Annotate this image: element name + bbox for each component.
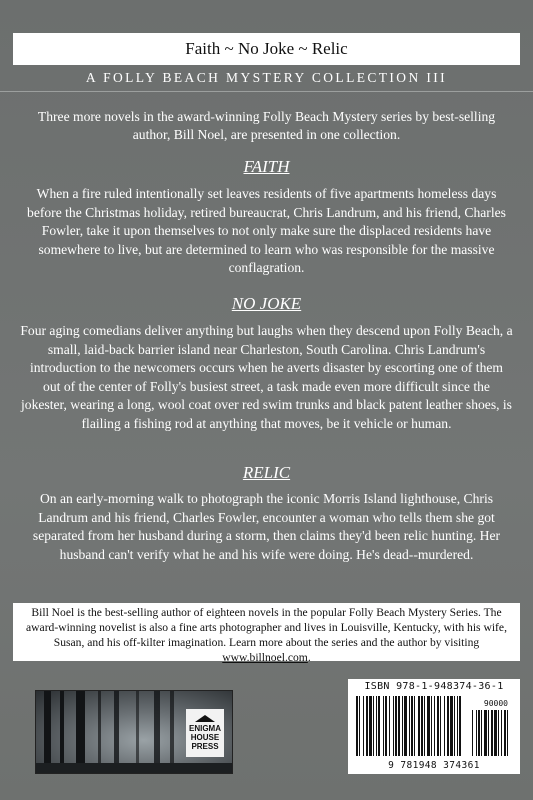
barcode-bar (454, 696, 455, 756)
barcode-bar (359, 696, 360, 756)
barcode-bar (504, 710, 506, 756)
barcode-bar (427, 696, 430, 756)
barcode-bar (383, 696, 384, 756)
tree-silhouette (44, 691, 51, 773)
barcode-bar (398, 696, 400, 756)
barcode-bar (411, 696, 413, 756)
barcode-bar (414, 696, 415, 756)
section-body-faith: When a fire ruled intentionally set leaves residents of five apartments homeless days before the Christmas holiday, retired bureaucrat, Chris Landrum, and his friend, Charles Fowler, take it upon themselves to not only make sure the displaced residents have somewhere to live, but are determined to learn who was responsible for the massive conflagration. (27, 186, 506, 275)
ground-shadow (36, 763, 232, 773)
book-title: Faith ~ No Joke ~ Relic (185, 39, 348, 58)
tree-silhouette (114, 691, 119, 773)
collection-subtitle: A FOLLY BEACH MYSTERY COLLECTION III (85, 70, 448, 85)
barcode-bar (507, 710, 508, 756)
barcode-bar (366, 696, 368, 756)
publisher-name-2: HOUSE (190, 733, 220, 742)
barcode-bar (447, 696, 449, 756)
barcode-bar (501, 710, 502, 756)
section-body-relic: On an early-morning walk to photograph the iconic Morris Island lighthouse, Chris Landrum and his friend, Charles Fowler, encounter a woman who tells them she got separated from her husband during a storm, then claims they'd been relic hunting. Her husband can't verify what he and his wife were doing. He's dead--murdered. (32, 491, 501, 562)
section-heading-no-joke: NO JOKE (231, 294, 302, 313)
barcode-digits: 9 781948 374361 (388, 760, 480, 771)
barcode-bar (494, 710, 497, 756)
forest-photo (35, 690, 233, 774)
barcode-bar (424, 696, 425, 756)
barcode-bar (472, 710, 473, 756)
author-bio-text: Bill Noel is the best-selling author of eighteen novels in the popular Folly Beach Mystery Series. The award-winning novelist is also a fine arts photographer and lives in Louisville, Kentucky, with his wife, Susan, and his off-kilter imagination. Learn more about the series and the author by visiting (26, 606, 507, 649)
author-bio (20, 605, 513, 665)
barcode-bar (459, 696, 461, 756)
barcode-bar (478, 710, 480, 756)
barcode-bar (437, 696, 439, 756)
barcode-bar (385, 696, 387, 756)
header-divider (0, 91, 533, 92)
intro-paragraph: Three more novels in the award-winning Folly Beach Mystery series by best-selling author, Bill Noel, are presented in one collection. (37, 109, 496, 142)
section-body-no-joke: Four aging comedians deliver anything but laughs when they descend upon Folly Beach, a small, laid-back barrier island near Charleston, South Carolina. Chris Landrum's introduction to the newcomers occurs when he averts disaster by escorting one of them out of the center of Folly's busiest street, a task made even more difficult since the jokester, wearing a long, wool coat over red swim trunks and black patent leather shoes, is flailing a fishing rod at anything that moves, be it vehicle or human. (20, 323, 513, 431)
barcode-bar (393, 696, 394, 756)
barcode-bar (402, 696, 403, 756)
barcode-bar (389, 696, 390, 756)
barcode-bar (363, 696, 364, 756)
tree-silhouette (98, 691, 101, 773)
barcode-bar (440, 696, 441, 756)
barcode-bar (488, 710, 489, 756)
author-website-link[interactable]: www.billnoel.com (222, 651, 308, 664)
publisher-logo (186, 709, 224, 757)
publisher-name-1: ENIGMA (189, 724, 221, 733)
tree-silhouette (170, 691, 174, 773)
barcode-bar (378, 696, 380, 756)
barcode-bar (409, 696, 410, 756)
barcode-bar (484, 710, 487, 756)
tree-silhouette (76, 691, 85, 773)
price-code: 90000 (483, 699, 508, 708)
barcode-bar (369, 696, 372, 756)
barcode-bar (476, 710, 477, 756)
barcode-bar (457, 696, 458, 756)
barcode-bar (450, 696, 453, 756)
barcode-bar (395, 696, 397, 756)
barcode-bar (481, 710, 482, 756)
isbn-text: ISBN 978-1-948374-36-1 (364, 681, 504, 692)
house-icon (195, 715, 215, 722)
publisher-name-3: PRESS (191, 742, 219, 751)
barcode-bar (421, 696, 423, 756)
barcode-bar (373, 696, 374, 756)
tree-silhouette (60, 691, 64, 773)
barcode-bar (418, 696, 420, 756)
barcode-bar (491, 710, 493, 756)
barcode-bar (444, 696, 445, 756)
section-heading-relic: RELIC (242, 463, 291, 482)
tree-silhouette (136, 691, 139, 773)
section-heading-faith: FAITH (243, 157, 290, 176)
title-banner (13, 33, 520, 65)
barcode-bar (356, 696, 358, 756)
author-bio-end: . (307, 651, 311, 664)
tree-silhouette (154, 691, 160, 773)
barcode-bar (434, 696, 435, 756)
barcode-icon (354, 696, 514, 760)
barcode-bar (498, 710, 499, 756)
barcode-bar (404, 696, 407, 756)
barcode-bar (431, 696, 432, 756)
barcode-bar (376, 696, 377, 756)
